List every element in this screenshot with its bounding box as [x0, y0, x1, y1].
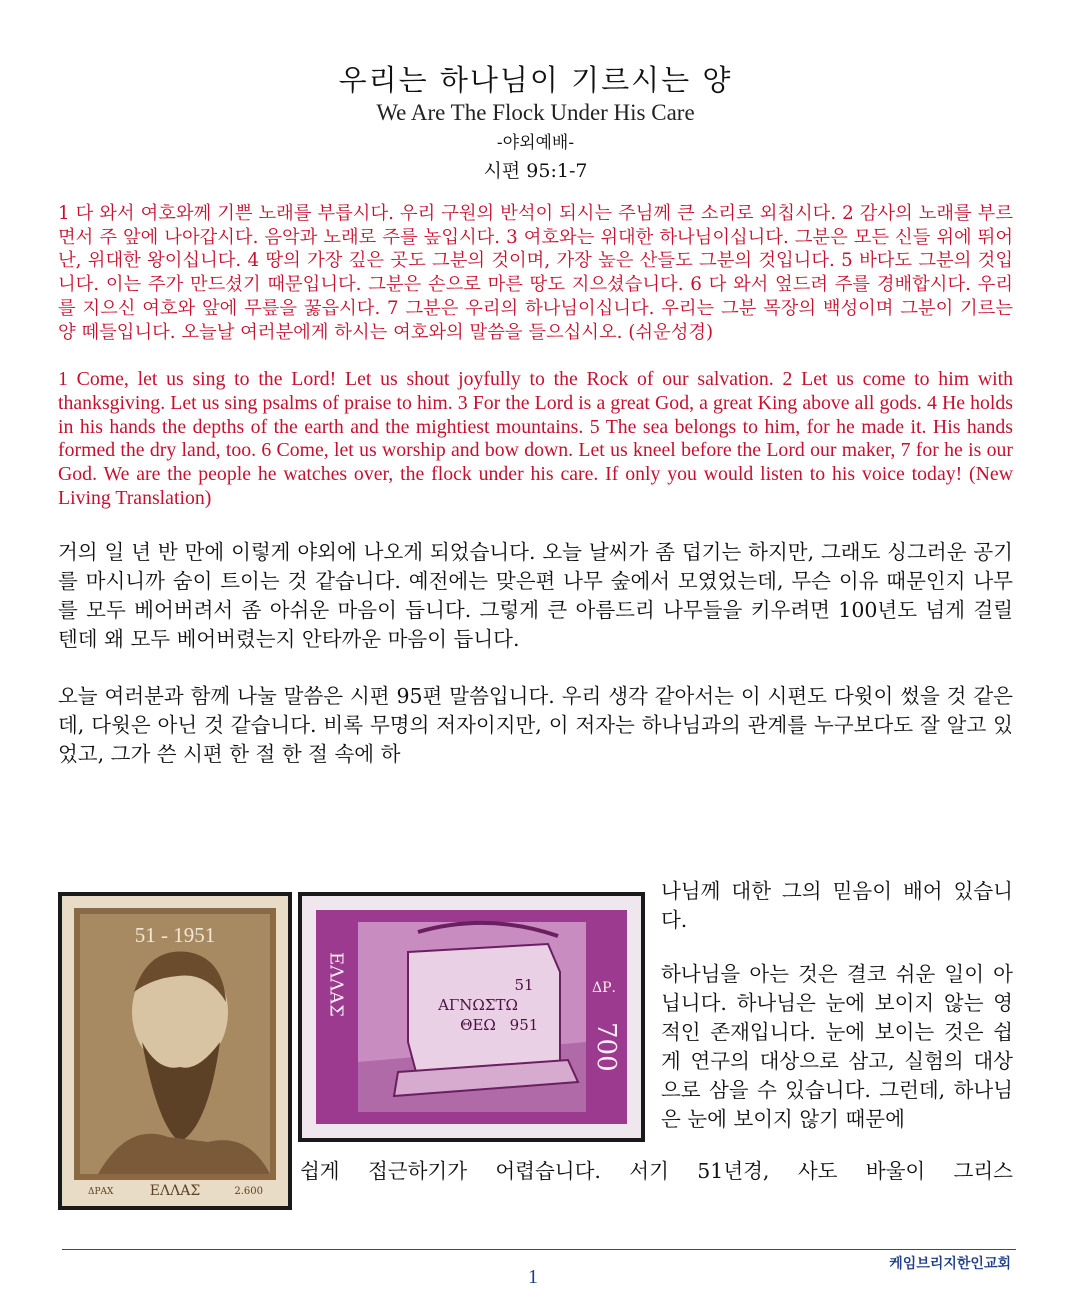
- stamp-left-year: 51 - 1951: [134, 923, 216, 947]
- scripture-reference: 시편 95:1-7: [483, 160, 588, 182]
- stamp-right-country: ΕΛΛΑΣ: [325, 952, 347, 1017]
- body-paragraph-3-last-line: 쉽게 접근하기가 어렵습니다. 서기 51년경, 사도 바울이 그리스: [300, 1159, 1013, 1183]
- body-paragraph-1: 거의 일 년 반 만에 이렇게 야외에 나오게 되었습니다. 오늘 날씨가 좀 덥기는 하지만, 그래도 싱그러운 공기를 마시니까 숨이 트이는 것 같습니다. 예전에는 맞은편 나무 숲에서 모였었는데, 무슨 이유 때문인지 나무를 모두 베어버려서 좀 아쉬운 마음이 듭니다. 그렇게 큰 아름드리 나무들을 키우려면 100년도 넘게 걸릴 텐데 왜 모두 베어버렸는지 안타까운 마음이 듭니다.: [58, 540, 1013, 652]
- stamp-altar-image: [298, 892, 645, 1142]
- stamp-right-year-top: 51: [514, 976, 534, 994]
- footer-rule: [62, 1249, 1016, 1250]
- church-name: 케임브리지한인교회: [889, 1256, 1011, 1272]
- stamp-right-value: 700: [591, 1022, 621, 1072]
- scripture-english: 1 Come, let us sing to the Lord! Let us shout joyfully to the Rock of our salvation. 2 Let us come to him with thanksgiving. Let us sing psalms of praise to him. 3 For the Lord is a great God, a great King above all gods. 4 He holds in his hands the depths of the earth and the mightiest mountains. 5 The sea belongs to him, for he made it. His hands formed the dry land, too. 6 Come, let us worship and bow down. Let us kneel before the Lord our maker, 7 for he is our God. We are the people he watches over, the flock under his care. If only you would listen to his voice today! (New Living Translation): [58, 368, 1013, 509]
- stamp-left-denomination: ΔΡΑΧ: [88, 1187, 114, 1197]
- page-number: 1: [528, 1266, 538, 1288]
- stamp-portrait-image: [58, 892, 292, 1210]
- service-label: -야외예배-: [496, 133, 575, 153]
- stamp-left-country: ΕΛΛΑΣ: [149, 1183, 201, 1199]
- body-paragraph-3: 하나님을 아는 것은 결코 쉬운 일이 아닙니다. 하나님은 눈에 보이지 않는 영적인 존재입니다. 눈에 보이는 것은 쉽게 연구의 대상으로 삼고, 실험의 대상으로 삼을 수 있습니다. 그런데, 하나님은 눈에 보이지 않기 때문에: [661, 962, 1013, 1131]
- stamp-right-inscription-1: ΑΓΝΩΣΤΩ: [438, 996, 518, 1014]
- page-content: [58, 62, 1013, 769]
- scripture-korean: 1 다 와서 여호와께 기쁜 노래를 부릅시다. 우리 구원의 반석이 되시는 주님께 큰 소리로 외칩시다. 2 감사의 노래를 부르면서 주 앞에 나아갑시다. 음악과 노래로 주를 높입시다. 3 여호와는 위대한 하나님이십니다. 그분은 모든 신들 위에 뛰어난, 위대한 왕이십니다. 4 땅의 가장 깊은 곳도 그분의 것이며, 가장 높은 산들도 그분의 것입니다. 5 바다도 그분의 것입니다. 이는 주가 만드셨기 때문입니다. 그분은 손으로 마른 땅도 지으셨습니다. 6 다 와서 엎드려 주를 경배합시다. 우리를 지으신 여호와 앞에 무릎을 꿇읍시다. 7 그분은 우리의 하나님이십니다. 우리는 그분 목장의 백성이며 그분이 기르는 양 떼들입니다. 오늘날 여러분에게 하시는 여호와의 말씀을 들으십시오. (쉬운성경): [58, 203, 1013, 343]
- stamp-right-currency: ΔΡ.: [592, 980, 616, 996]
- body-paragraph-2: 오늘 여러분과 함께 나눌 말씀은 시편 95편 말씀입니다. 우리 생각 같아서는 이 시편도 다윗이 썼을 것 같은데, 다윗은 아닌 것 같습니다. 비록 무명의 저자이지만, 이 저자는 하나님과의 관계를 누구보다도 잘 알고 있었고, 그가 쓴 시편 한 절 한 절 속에 하: [58, 684, 1013, 767]
- stamp-right-inscription-2: ΘΕΩ: [460, 1016, 496, 1034]
- page-title: 우리는 하나님이 기르시는 양: [338, 63, 733, 97]
- stamp-left-value: 2.600: [234, 1186, 263, 1197]
- body-paragraph-2-continued: 나님께 대한 그의 믿음이 배어 있습니다.: [661, 879, 1013, 932]
- page-subtitle: We Are The Flock Under His Care: [376, 100, 695, 125]
- stamp-right-year-bottom: 951: [509, 1016, 539, 1034]
